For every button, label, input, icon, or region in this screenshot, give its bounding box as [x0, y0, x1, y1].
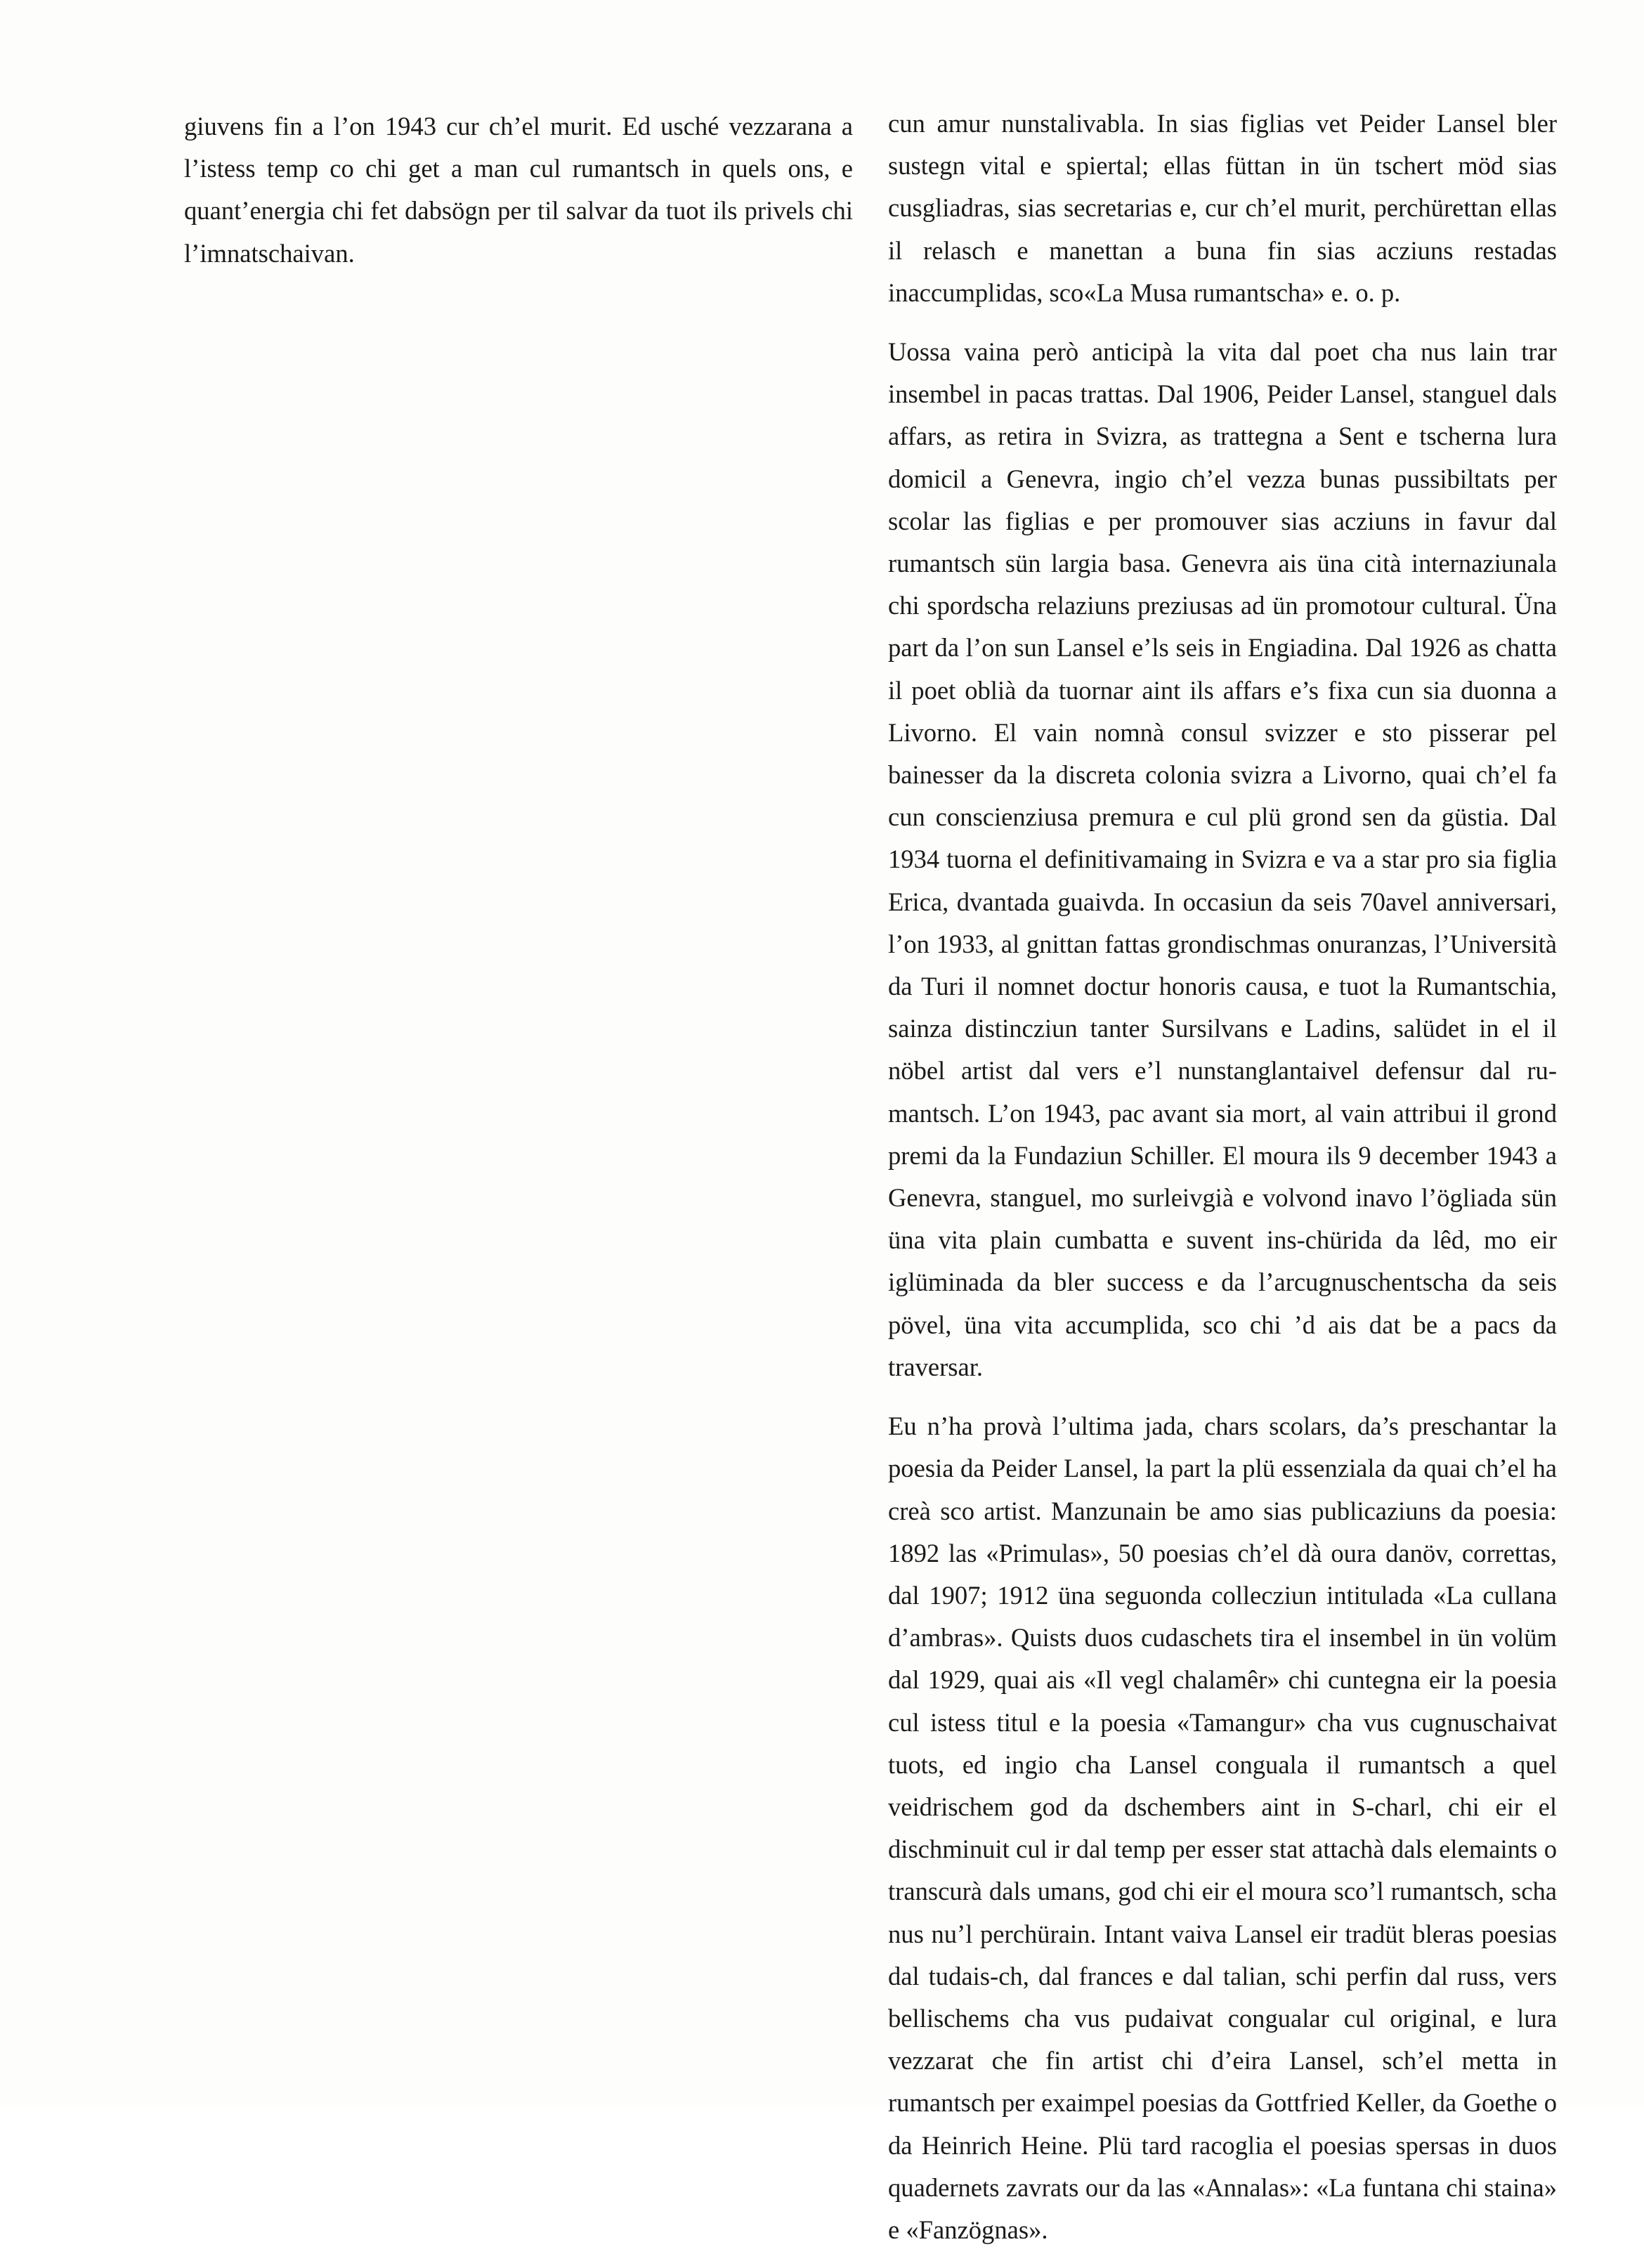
paragraph: Uossa vaina però anticipà la vita dal poet cha nus lain trar insembel in pacas trattas. Dal 1906, Peider Lansel, stanguel dals affars, as retira in Svizra, as trattegna a Sent e tscherna lura domicil a Genevra, ingio ch’el vezza bunas pussibiltats per scolar las figlias e per promouver sias acziuns in favur dal rumantsch sün largia basa. Genevra ais üna cità internaziunala chi spordscha relaziuns preziusas ad ün promotour cultural. Üna part da l’on sun Lansel e’ls seis in Engiadina. Dal 1926 as chatta il poet oblià da tuornar aint ils affars e’s fixa cun sia duonna a Livorno. El vain nomnà consul svizzer e sto pisserar pel bainesser da la discreta colonia svizra a Livorno, quai ch’el fa cun conscienziusa premura e cul plü grond sen da güstia. Dal 1934 tuorna el definitivamaing in Svizra e va a star pro sia figlia Erica, dvantada guaivda. In occasiun da seis 70avel anniversari, l’on 1933, al gnittan fattas grondischmas onuranzas, l’Università da Turi il nomnet doctur honoris causa, e tuot la Rumantschia, sainza distincziun tanter Sursilvans e Ladins, salüdet in el il nöbel artist dal vers e’l nunstanglantaivel defensur dal rumantsch. L’on 1943, pac avant sia mort, al vain attribui il grond premi da la Fundaziun Schiller. El moura ils 9 december 1943 a Genevra, stanguel, mo surleivgià e volvond inavo l’ögliada sün üna vita plain cumbatta e suvent ins-chürida da lêd, mo eir iglüminada da bler success e da l’arcugnuschentscha da seis pövel, üna vita accumplida, sco chi ’d ais dat be a pacs da traversar. — [888, 337, 1557, 1381]
right-column — [888, 103, 1557, 2268]
paragraph: cun amur nunstalivabla. In sias figlias vet Peider Lansel bler sustegn vital e spiertal; ellas füttan in ün tschert möd sias cusgliadras, sias secretarias e, cur ch’el murit, perchürettan ellas il relasch e manettan a buna fin sias acziuns restadas inaccumplidas, sco«La Musa rumantscha» e. o. p. — [888, 109, 1557, 307]
paragraph: Eu n’ha provà l’ultima jada, chars scolars, da’s preschantar la poesia da Peider Lansel, la part la plü essenziala da quai ch’el ha creà sco artist. Manzunain be amo sias publicaziuns da poesia: 1892 las «Primulas», 50 poesias ch’el dà oura danöv, correttas, dal 1907; 1912 üna seguonda collecziun intitulada «La cullana d’ambras». Quists duos cudaschets tira el insembel in ün volüm dal 1929, quai ais «Il vegl chalamêr» chi cuntegna eir la poesia cul istess titul e la poesia «Tamangur» cha vus cugnuschaivat tuots, ed ingio cha Lansel conguala il rumantsch a quel veidrischem god da dschembers aint in S-charl, chi eir el dischminuit cul ir dal temp per esser stat attachà dals elemaints o transcurà dals umans, god chi eir el moura sco’l rumantsch, scha nus nu’l perchürain. Intant vaiva Lansel eir tradüt bleras poesias dal tudais-ch, dal frances e dal talian, schi perfin dal russ, vers bellischems cha vus pudaivat congualar cul original, e lura vezzarat che fin artist chi d’eira Lansel, sch’el metta in rumantsch per exaimpel poesias da Gottfried Keller, da Goethe o da Heinrich Heine. Plü tard racoglia el poesias spersas in duos quadernets zavrats our da las «Annalas»: «La funtana chi staina» e «Fanzögnas». — [888, 1412, 1557, 2244]
left-column — [184, 105, 853, 292]
paragraph: giuvens fin a l’on 1943 cur ch’el murit. Ed usché vezzarana a l’istess temp co chi get a man cul rumantsch in quels ons, e quant’energia chi fet dabsögn per til salvar da tuot ils privels chi l’imnatschaivan. — [184, 112, 853, 268]
